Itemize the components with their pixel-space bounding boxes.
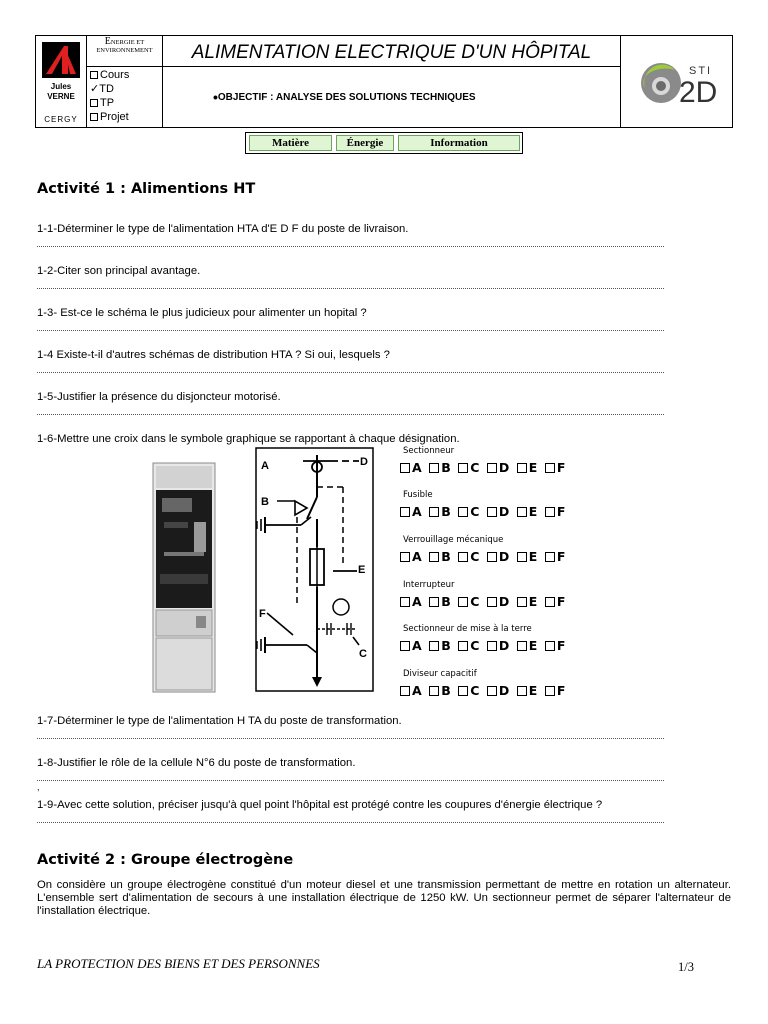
bullet-icon: • (213, 89, 218, 105)
checkbox-letter: C (470, 638, 480, 653)
designation-label: Sectionneur (403, 446, 455, 456)
question-1-6: 1-6-Mettre une croix dans le symbole graphique se rapportant à chaque désignation. (37, 433, 460, 445)
checkbox-option[interactable] (517, 504, 538, 519)
checkbox-icon[interactable] (400, 686, 410, 696)
checkbox-letter: F (556, 683, 566, 698)
checkbox-option[interactable] (429, 638, 451, 653)
stray-mark: , (37, 782, 40, 792)
checkbox-letter: D (498, 504, 510, 519)
answer-line[interactable] (37, 330, 664, 331)
checkbox-option[interactable] (487, 638, 510, 653)
activity1-title: Activité 1 : Alimentions HT (37, 181, 256, 197)
answer-line[interactable] (37, 780, 664, 781)
domain-initial: E (104, 36, 111, 47)
checkbox-option[interactable] (545, 683, 566, 698)
checkbox-option[interactable] (517, 683, 538, 698)
question-1-4: 1-4 Existe-t-il d'autres schémas de distribution HTA ? Si oui, lesquels ? (37, 349, 390, 361)
checkbox-option[interactable] (400, 549, 422, 564)
hta-schematic-diagram (255, 447, 375, 693)
checkbox-letter: B (441, 638, 452, 653)
checkbox-letter: C (470, 460, 480, 475)
letter-f: F (259, 608, 266, 620)
checkbox-icon[interactable] (517, 463, 527, 473)
checkbox-letter: B (441, 594, 452, 609)
checkbox-icon[interactable] (429, 641, 439, 651)
checkbox-letter: C (470, 504, 480, 519)
question-1-3: 1-3- Est-ce le schéma le plus judicieux pour alimenter un hopital ? (37, 307, 367, 319)
checkbox-row (400, 683, 573, 698)
checkbox-icon[interactable] (517, 552, 527, 562)
answer-line[interactable] (37, 414, 664, 415)
checkbox-option[interactable] (458, 549, 480, 564)
checkbox-icon[interactable] (517, 507, 527, 517)
checkbox-letter: B (441, 504, 452, 519)
tab-information[interactable]: Information (398, 135, 520, 151)
checkbox-icon[interactable] (400, 507, 410, 517)
title-row (163, 36, 620, 67)
school-cell (36, 36, 87, 127)
checkbox-icon[interactable] (517, 686, 527, 696)
doc-type-label: Projet (100, 111, 129, 123)
doc-type-list (90, 68, 129, 124)
checkbox-letter: D (498, 638, 510, 653)
checkbox-row (400, 504, 573, 519)
checkbox-letter: F (556, 504, 566, 519)
checkbox-option[interactable] (429, 460, 451, 475)
checkbox-letter: B (441, 460, 452, 475)
letter-c: C (359, 648, 367, 660)
domain-cell (87, 36, 162, 67)
tab-energie[interactable]: Énergie (336, 135, 394, 151)
checkbox-icon[interactable] (400, 463, 410, 473)
checkbox-option[interactable] (400, 683, 422, 698)
answer-line[interactable] (37, 288, 664, 289)
doc-type-tp (90, 96, 129, 110)
checkbox-letter: E (528, 549, 538, 564)
checkbox-option[interactable] (400, 460, 422, 475)
checkbox-letter: A (412, 638, 423, 653)
activity2-text: On considère un groupe électrogène constitué d'un moteur diesel et une transmission permettant de mettre en rotation un alternateur. L'ensemble sert d'alimentation de secours à une installation électrique de 1250 kW. Un sectionneur permet de séparer l'alternateur de l'installation électrique. (37, 879, 731, 917)
checkbox-icon[interactable] (517, 641, 527, 651)
checkbox-option[interactable] (517, 460, 538, 475)
checkbox-icon[interactable] (429, 552, 439, 562)
checkbox-icon[interactable] (545, 552, 555, 562)
checkbox-icon[interactable] (458, 597, 468, 607)
designation-label: Fusible (403, 490, 433, 500)
checkbox-letter: C (470, 594, 480, 609)
answer-line[interactable] (37, 372, 664, 373)
doc-type-projet (90, 110, 129, 124)
domain-rest: NERGIE ET (110, 39, 145, 46)
letter-e: E (358, 564, 366, 576)
checkbox-row (400, 460, 573, 475)
checkbox-option[interactable] (545, 504, 566, 519)
letter-d: D (360, 456, 368, 468)
checkbox-row (400, 638, 573, 653)
checkbox-letter: F (556, 460, 566, 475)
checkbox-letter: A (412, 594, 423, 609)
checkbox-letter: D (498, 683, 510, 698)
checkbox-icon[interactable] (545, 463, 555, 473)
checkbox-option[interactable] (400, 594, 422, 609)
answer-line[interactable] (37, 822, 664, 823)
school-name-1: Jules (50, 82, 72, 91)
answer-line[interactable] (37, 738, 664, 739)
checkbox-option[interactable] (487, 460, 510, 475)
doc-type-label: TD (99, 83, 114, 95)
checkbox-icon[interactable] (458, 686, 468, 696)
checkbox-option[interactable] (545, 549, 566, 564)
checkbox-icon (90, 113, 98, 121)
checkbox-option[interactable] (517, 638, 538, 653)
check-icon: ✓ (90, 83, 100, 95)
checkbox-option[interactable] (458, 683, 480, 698)
school-city: CERGY (44, 115, 78, 124)
checkbox-option[interactable] (458, 460, 480, 475)
checkbox-icon[interactable] (487, 641, 497, 651)
checkbox-option[interactable] (458, 638, 480, 653)
2d-text: 2D (679, 76, 718, 108)
page-title: ALIMENTATION ELECTRIQUE D'UN HÔPITAL (191, 42, 592, 63)
checkbox-icon[interactable] (429, 686, 439, 696)
checkbox-option[interactable] (429, 683, 451, 698)
letter-a: A (261, 460, 269, 472)
checkbox-letter: E (528, 683, 538, 698)
checkbox-letter: A (412, 504, 423, 519)
checkbox-option[interactable] (487, 594, 510, 609)
checkbox-option[interactable] (400, 504, 422, 519)
sti2d-logo-cell (621, 36, 732, 127)
checkbox-icon (90, 71, 98, 79)
checkbox-letter: E (528, 638, 538, 653)
checkbox-option[interactable] (429, 549, 451, 564)
checkbox-letter: E (528, 504, 538, 519)
tab-matiere[interactable]: Matière (249, 135, 332, 151)
checkbox-letter: F (556, 594, 566, 609)
designation-label: Interrupteur (403, 580, 455, 590)
domain-line2: ENVIRONNEMENT (96, 47, 153, 54)
checkbox-icon[interactable] (400, 552, 410, 562)
sti2d-logo (639, 58, 735, 108)
sti-text: STI (689, 65, 713, 77)
checkbox-letter: E (528, 460, 538, 475)
checkbox-icon[interactable] (545, 686, 555, 696)
checkbox-icon[interactable] (487, 552, 497, 562)
title-cell (163, 36, 621, 127)
checkbox-option[interactable] (400, 638, 422, 653)
checkbox-letter: F (556, 638, 566, 653)
doc-type-cell (87, 36, 163, 127)
checkbox-icon[interactable] (545, 507, 555, 517)
checkbox-icon[interactable] (487, 597, 497, 607)
designation-label: Verrouillage mécanique (403, 535, 504, 545)
checkbox-row (400, 594, 573, 609)
checkbox-option[interactable] (487, 683, 510, 698)
question-1-1: 1-1-Déterminer le type de l'alimentation HTA d'E D F du poste de livraison. (37, 223, 409, 235)
checkbox-icon[interactable] (458, 507, 468, 517)
checkbox-option[interactable] (458, 594, 480, 609)
checkbox-option[interactable] (487, 549, 510, 564)
checkbox-letter: B (441, 683, 452, 698)
school-name-2: VERNE (47, 92, 75, 101)
checkbox-icon[interactable] (487, 463, 497, 473)
header-table (35, 35, 733, 128)
checkbox-option[interactable] (458, 504, 480, 519)
designation-label: Sectionneur de mise à la terre (403, 624, 532, 634)
checkbox-option[interactable] (545, 594, 566, 609)
checkbox-icon[interactable] (400, 641, 410, 651)
page-number: 1/3 (678, 960, 694, 974)
checkbox-letter: A (412, 549, 423, 564)
checkbox-letter: C (470, 549, 480, 564)
designation-label: Diviseur capacitif (403, 669, 477, 679)
question-1-8: 1-8-Justifier le rôle de la cellule N°6 du poste de transformation. (37, 757, 356, 769)
question-1-2: 1-2-Citer son principal avantage. (37, 265, 201, 277)
objectif-text: OBJECTIF : ANALYSE DES SOLUTIONS TECHNIQUES (217, 92, 476, 103)
activity2-title: Activité 2 : Groupe électrogène (37, 852, 294, 868)
checkbox-icon[interactable] (545, 597, 555, 607)
checkbox-option[interactable] (517, 549, 538, 564)
checkbox-icon[interactable] (487, 507, 497, 517)
letter-b: B (261, 496, 269, 508)
checkbox-icon[interactable] (429, 507, 439, 517)
checkbox-letter: D (498, 460, 510, 475)
checkbox-icon[interactable] (400, 597, 410, 607)
question-1-5: 1-5-Justifier la présence du disjoncteur motorisé. (37, 391, 281, 403)
hta-cell-photo (152, 462, 216, 693)
checkbox-icon[interactable] (458, 552, 468, 562)
doc-type-td (90, 82, 129, 96)
checkbox-icon[interactable] (429, 597, 439, 607)
doc-type-label: TP (100, 97, 115, 109)
checkbox-icon (90, 99, 98, 107)
question-1-7: 1-7-Déterminer le type de l'alimentation H TA du poste de transformation. (37, 715, 402, 727)
checkbox-letter: B (441, 549, 452, 564)
domain-tabs (245, 132, 523, 154)
checkbox-letter: D (498, 549, 510, 564)
checkbox-option[interactable] (545, 460, 566, 475)
checkbox-letter: A (412, 683, 423, 698)
checkbox-icon[interactable] (458, 641, 468, 651)
checkbox-row (400, 549, 573, 564)
checkbox-icon[interactable] (429, 463, 439, 473)
answer-line[interactable] (37, 246, 664, 247)
checkbox-option[interactable] (517, 594, 538, 609)
footer-text: LA PROTECTION DES BIENS ET DES PERSONNES (37, 956, 320, 971)
domain-label (87, 38, 162, 55)
checkbox-option[interactable] (429, 504, 451, 519)
checkbox-icon[interactable] (545, 641, 555, 651)
doc-type-label: Cours (100, 69, 130, 81)
checkbox-letter: D (498, 594, 510, 609)
checkbox-icon[interactable] (487, 686, 497, 696)
checkbox-icon[interactable] (458, 463, 468, 473)
checkbox-icon[interactable] (517, 597, 527, 607)
checkbox-letter: C (470, 683, 480, 698)
checkbox-letter: A (412, 460, 423, 475)
checkbox-option[interactable] (487, 504, 510, 519)
question-1-9: 1-9-Avec cette solution, préciser jusqu'à quel point l'hôpital est protégé contre les coupures d'énergie électrique ? (37, 799, 603, 811)
objectif-line (213, 89, 476, 105)
checkbox-option[interactable] (429, 594, 451, 609)
checkbox-letter: E (528, 594, 538, 609)
school-logo (42, 42, 80, 78)
checkbox-letter: F (556, 549, 566, 564)
checkbox-option[interactable] (545, 638, 566, 653)
doc-type-cours (90, 68, 129, 82)
